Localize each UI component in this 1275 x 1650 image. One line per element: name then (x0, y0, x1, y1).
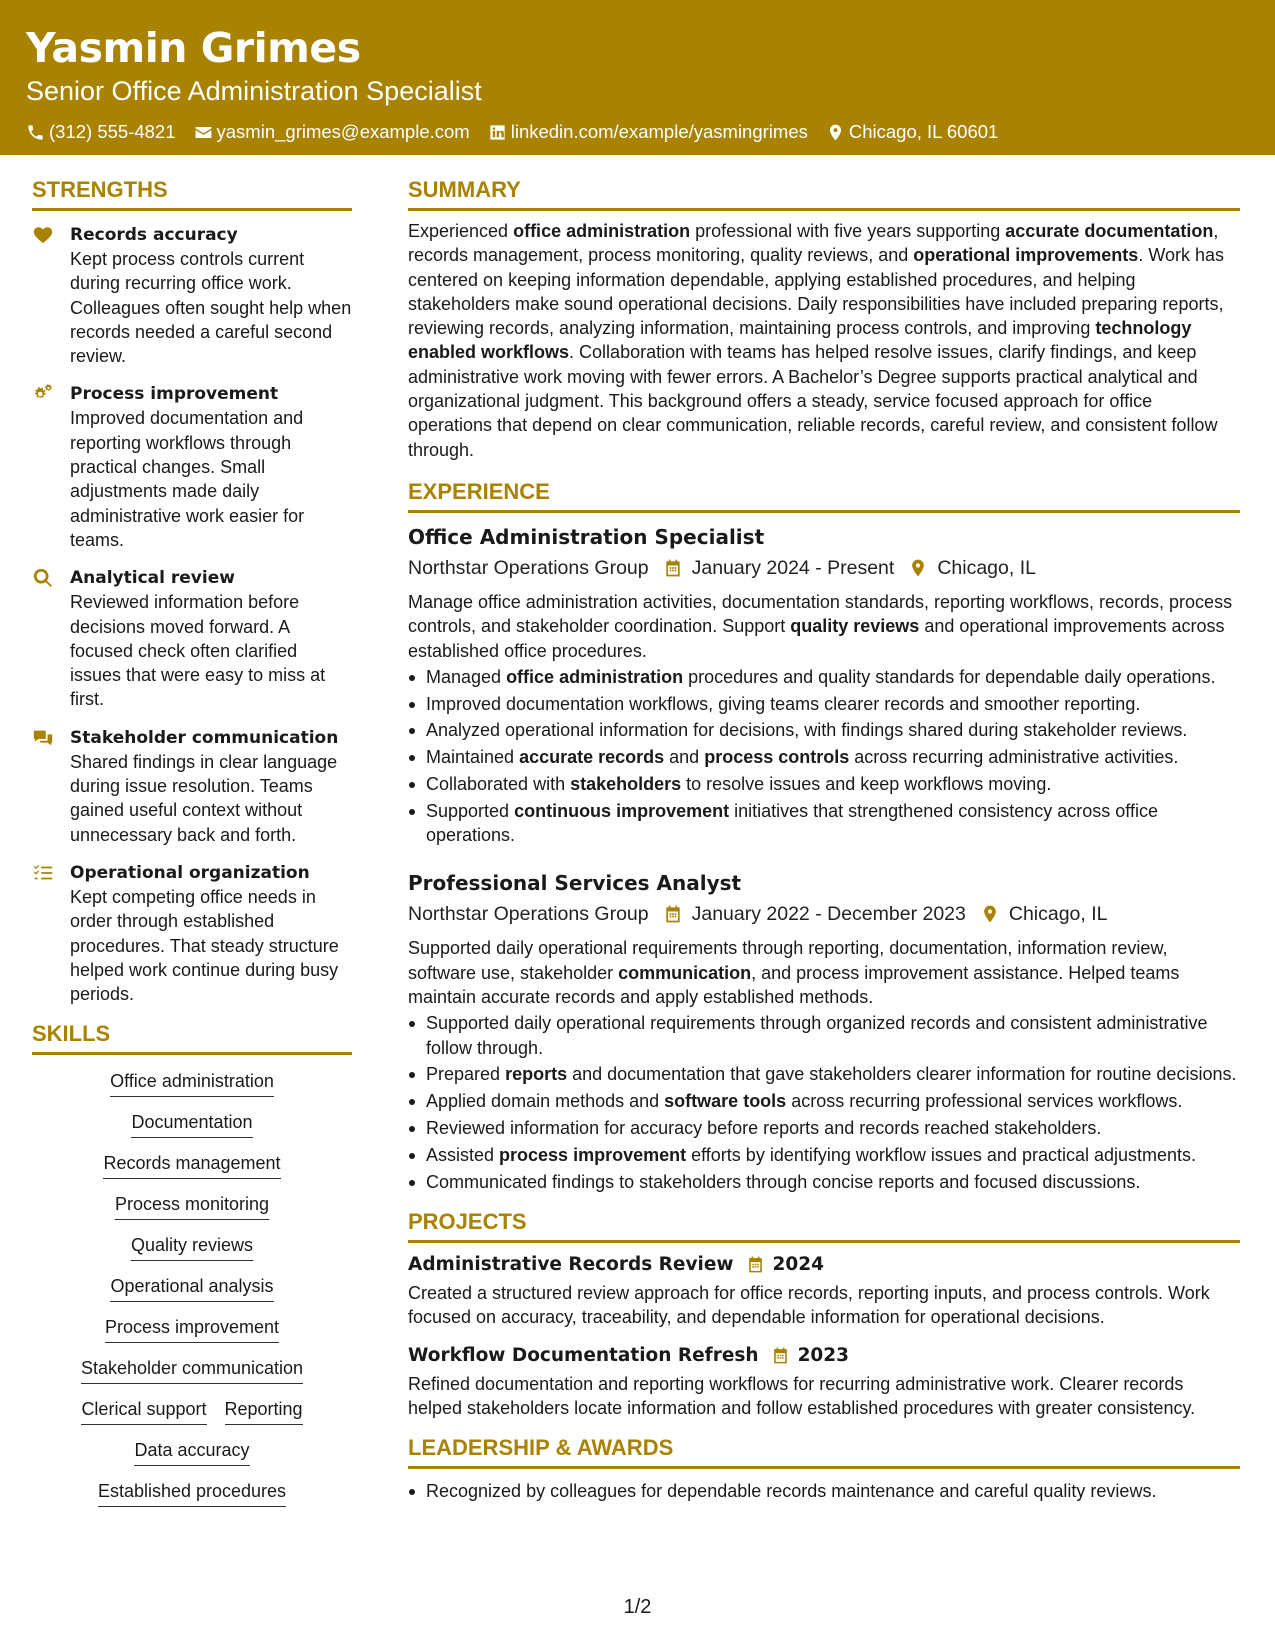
skill-tag: Reporting (225, 1397, 303, 1425)
text-run: Applied domain methods and (426, 1091, 665, 1112)
linkedin-text[interactable]: linkedin.com/example/yasmingrimes (510, 121, 808, 142)
skill-row (103, 1151, 280, 1179)
skill-row (81, 1397, 302, 1425)
text-run: initiatives that strengthened consistency across office operations. (426, 800, 1158, 846)
job-location: Chicago, IL (937, 556, 1036, 579)
job-location-wrap (966, 900, 1108, 928)
strengths-list (32, 223, 352, 1006)
project-header (408, 1342, 1240, 1370)
skill-row (81, 1356, 303, 1384)
text-run: Improved documentation workflows, giving teams clearer records and smoother reporting. (426, 693, 1141, 714)
project-entry (408, 1342, 1240, 1421)
calendar-icon (746, 1255, 765, 1274)
skills-section (32, 1020, 352, 1520)
skill-row (134, 1438, 249, 1466)
job-bullet (408, 745, 1240, 769)
gears-icon (32, 383, 54, 405)
leadership-section (408, 1434, 1240, 1503)
project-entry (408, 1251, 1240, 1330)
text-run: Experienced (408, 221, 514, 241)
contact-bar (26, 120, 1249, 144)
skill-tag: Documentation (131, 1110, 252, 1138)
strength-item (32, 223, 352, 368)
search-icon (32, 567, 54, 589)
job-dates: January 2024 - Present (691, 556, 895, 579)
strength-title: Operational organization (70, 862, 310, 883)
text-run: Communicated findings to stakeholders through concise reports and focused discussions. (426, 1171, 1141, 1192)
strength-icon-wrap (32, 726, 70, 847)
job-bullet (408, 1011, 1240, 1060)
strength-icon-wrap (32, 223, 70, 368)
comments-icon (32, 727, 54, 749)
strength-description: Kept competing office needs in order through established procedures. That steady structure helped work continue during busy periods. (70, 886, 339, 1005)
skill-tag: Office administration (110, 1069, 274, 1097)
summary-text (408, 219, 1240, 462)
page-number: 1/2 (623, 1596, 652, 1618)
skill-row (131, 1233, 253, 1261)
bold-phrase: accurate records (519, 747, 665, 768)
text-run: , records management, process monitoring, quality reviews, and (408, 221, 1219, 266)
job-bullet (408, 1116, 1240, 1140)
strength-text (70, 726, 352, 847)
text-run: . Work has centered on keeping information dependable, applying established procedures, and helping stakeholders make sound operational decisions. Daily responsibilities have included preparing reports, reviewing records, analyzing information, maintaining process controls, and improving (408, 245, 1225, 339)
strength-item (32, 861, 352, 1006)
strength-text (70, 861, 352, 1006)
calendar-icon (663, 904, 683, 924)
text-run: Maintained (426, 747, 520, 768)
job-bullet (408, 772, 1240, 796)
strength-icon-wrap (32, 861, 70, 1006)
text-run: across recurring professional services workflows. (786, 1091, 1183, 1112)
leadership-heading: LEADERSHIP & AWARDS (408, 1434, 1240, 1469)
text-run: Reviewed information for accuracy before reports and records reached stakeholders. (426, 1118, 1102, 1139)
text-run: Supported daily operational requirements through reporting, documentation, information review, software use, stakeholder (408, 938, 1168, 983)
job-bullet (408, 718, 1240, 742)
skills-list (32, 1069, 352, 1520)
strength-item (32, 566, 352, 711)
job-description (408, 590, 1240, 663)
contact-email[interactable] (194, 120, 470, 144)
skill-row (110, 1274, 273, 1302)
job-location-wrap (894, 554, 1036, 582)
text-run: and operational improvements across established office procedures. (408, 616, 1225, 661)
skill-row (115, 1192, 269, 1220)
projects-list (408, 1251, 1240, 1420)
skill-tag: Operational analysis (110, 1274, 273, 1302)
strength-title: Stakeholder communication (70, 727, 339, 748)
strength-title: Process improvement (70, 384, 279, 405)
project-title: Administrative Records Review (408, 1253, 734, 1275)
text-run: procedures and quality standards for dependable daily operations. (683, 666, 1216, 687)
strength-description: Reviewed information before decisions moved forward. A focused check often clarified issues that were easy to miss at first. (70, 592, 326, 710)
bold-phrase: continuous improvement (514, 800, 730, 821)
bold-phrase: reports (505, 1064, 568, 1085)
bold-phrase: office administration (513, 221, 691, 241)
skill-tag: Established procedures (98, 1479, 286, 1507)
strength-description: Improved documentation and reporting workflows through practical changes. Small adjustments made daily administrative work easier for teams. (70, 408, 305, 550)
contact-location (826, 120, 998, 144)
list-check-icon (32, 862, 54, 884)
heart-icon (32, 224, 54, 246)
job-bullets (408, 1011, 1240, 1194)
bold-phrase: operational improvements (913, 245, 1139, 266)
text-run: and documentation that gave stakeholders clearer information for routine decisions. (567, 1064, 1237, 1085)
calendar-icon (771, 1346, 790, 1365)
skill-tag: Quality reviews (131, 1233, 253, 1261)
strength-title: Analytical review (70, 568, 235, 589)
job-title: Professional Services Analyst (408, 871, 742, 896)
strength-description: Shared findings in clear language during issue resolution. Teams gained useful context without unnecessary back and forth. (70, 751, 338, 845)
left-column (32, 176, 352, 1520)
bold-phrase: software tools (664, 1091, 787, 1112)
text-run: efforts by identifying workflow issues and practical adjustments. (686, 1144, 1197, 1165)
text-run: Managed (426, 666, 507, 687)
text-run: , and process improvement assistance. Helped teams maintain accurate records and apply established methods. (408, 962, 1180, 1008)
text-run: Supported daily operational requirements through organized records and consistent administrative follow through. (426, 1013, 1208, 1058)
strength-icon-wrap (32, 566, 70, 711)
job-bullet (408, 1089, 1240, 1113)
summary-heading: SUMMARY (408, 176, 1240, 211)
text-run: Assisted (426, 1144, 500, 1165)
bold-phrase: communication (618, 962, 752, 983)
strength-description: Kept process controls current during recurring office work. Colleagues often sought help when records needed a careful second review. (70, 249, 352, 367)
skill-row (105, 1315, 279, 1343)
map-pin-icon (908, 558, 928, 578)
job-company: Northstar Operations Group (408, 556, 649, 579)
project-description: Created a structured review approach for office records, reporting inputs, and process controls. Work focused on accuracy, traceability, and dependable information for operational decisions. (408, 1282, 1210, 1328)
experience-heading: EXPERIENCE (408, 478, 1240, 513)
job-meta (408, 900, 1240, 928)
text-run: Analyzed operational information for decisions, with findings shared during stakeholder reviews. (426, 720, 1188, 741)
bold-phrase: process controls (704, 747, 850, 768)
text-run: Supported (426, 800, 515, 821)
strength-title: Records accuracy (70, 225, 238, 245)
right-column (408, 176, 1240, 1506)
project-header (408, 1251, 1240, 1279)
text-run: to resolve issues and keep workflows moving. (681, 774, 1052, 795)
text-run: Prepared (426, 1064, 506, 1085)
strength-item (32, 726, 352, 847)
job-bullet (408, 1170, 1240, 1194)
skill-row (98, 1479, 286, 1507)
skill-tag: Data accuracy (134, 1438, 249, 1466)
job-bullet (408, 692, 1240, 716)
job-company: Northstar Operations Group (408, 903, 649, 926)
bold-phrase: technology enabled workflows (408, 318, 1192, 363)
text-run: across recurring administrative activities. (849, 747, 1179, 768)
leadership-item: Recognized by colleagues for dependable records maintenance and careful quality reviews. (408, 1479, 1240, 1503)
job-title: Office Administration Specialist (408, 524, 765, 549)
job-entry (408, 523, 1240, 847)
text-run: Collaborated with (426, 774, 571, 795)
projects-section (408, 1208, 1240, 1420)
envelope-icon (194, 123, 213, 142)
strength-text (70, 382, 352, 552)
job-entry (408, 869, 1240, 1193)
skill-tag: Records management (103, 1151, 280, 1179)
job-dates: January 2022 - December 2023 (691, 903, 966, 926)
job-bullet (408, 1143, 1240, 1167)
strengths-heading: STRENGTHS (32, 176, 352, 211)
text-run: . Collaboration with teams has helped resolve issues, clarify findings, and keep administrative work moving with fewer errors. A Bachelor’s Degree supports practical analytical and organizational judgment. This background offers a steady, service focused approach for office operations that depend on clear communication, reliable records, careful review, and consistent follow through. (408, 342, 1218, 460)
phone-icon (26, 123, 45, 142)
job-meta (408, 554, 1240, 582)
bold-phrase: process improvement (499, 1144, 687, 1165)
leadership-list (408, 1479, 1240, 1503)
text-run: and (664, 747, 705, 768)
skill-row (131, 1110, 252, 1138)
job-bullet (408, 1062, 1240, 1086)
project-description: Refined documentation and reporting workflows for recurring administrative work. Clearer records helped stakeholders locate information and follow established procedures with greater consistency. (408, 1373, 1196, 1418)
skill-tag: Process monitoring (115, 1192, 269, 1220)
skill-row (110, 1069, 274, 1097)
bold-phrase: stakeholders (570, 774, 682, 795)
bold-phrase: quality reviews (790, 616, 920, 637)
job-dates-wrap (649, 900, 966, 928)
candidate-name: Yasmin Grimes (26, 24, 361, 72)
text-run: Manage office administration activities, documentation standards, reporting workflows, records, process controls, and stakeholder coordination. Support (408, 591, 1233, 637)
job-bullets (408, 665, 1240, 848)
contact-phone (26, 120, 176, 144)
job-description (408, 936, 1240, 1009)
job-bullet (408, 665, 1240, 689)
skill-tag: Process improvement (105, 1315, 279, 1343)
strength-item (32, 382, 352, 552)
strength-icon-wrap (32, 382, 70, 552)
phone-text: (312) 555-4821 (49, 121, 176, 142)
contact-linkedin[interactable] (488, 120, 808, 144)
email-text[interactable]: yasmin_grimes@example.com (216, 121, 470, 142)
map-pin-icon (980, 904, 1000, 924)
jobs-list (408, 523, 1240, 1194)
project-year: 2024 (772, 1254, 825, 1276)
experience-section (408, 478, 1240, 1194)
job-location: Chicago, IL (1008, 903, 1108, 926)
bold-phrase: office administration (506, 666, 684, 687)
linkedin-icon (488, 123, 507, 142)
skills-heading: SKILLS (32, 1020, 352, 1055)
skill-tag: Clerical support (81, 1397, 206, 1425)
bold-phrase: accurate documentation (1005, 221, 1214, 241)
project-title: Workflow Documentation Refresh (408, 1344, 759, 1366)
calendar-icon (663, 558, 683, 578)
resume-header (0, 0, 1275, 155)
candidate-headline: Senior Office Administration Specialist (26, 76, 482, 106)
text-run: professional with five years supporting (690, 221, 1006, 241)
job-dates-wrap (649, 554, 895, 582)
strength-text (70, 566, 352, 711)
job-bullet (408, 799, 1240, 848)
map-pin-icon (826, 123, 845, 142)
project-year: 2023 (797, 1345, 850, 1366)
skill-tag: Stakeholder communication (81, 1356, 303, 1384)
strengths-section (32, 176, 352, 1006)
strength-text (70, 223, 352, 368)
projects-heading: PROJECTS (408, 1208, 1240, 1243)
summary-section (408, 176, 1240, 462)
location-text: Chicago, IL 60601 (848, 121, 999, 142)
